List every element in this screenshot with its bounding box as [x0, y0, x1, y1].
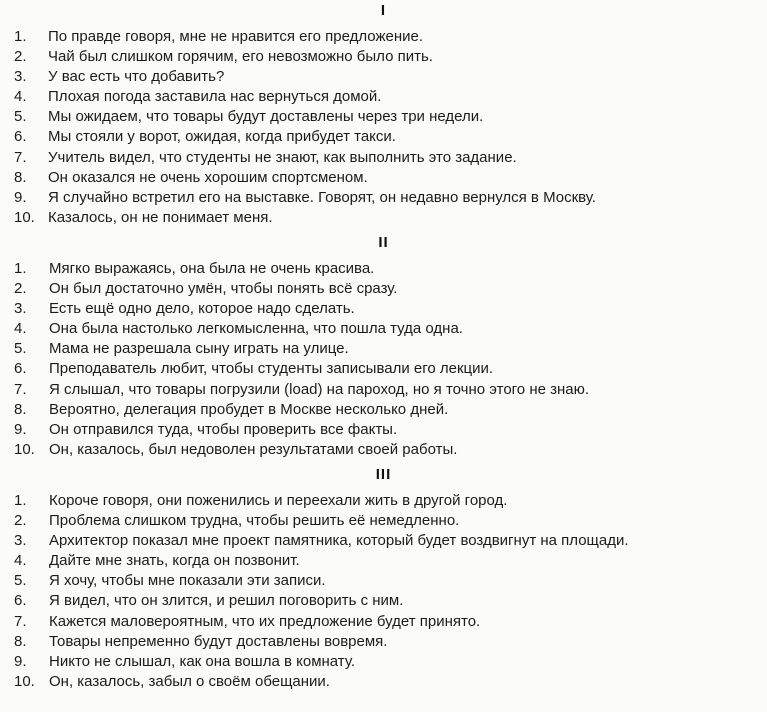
item-number: 10.: [14, 208, 35, 226]
list-item: [0, 420, 767, 440]
list-item: [0, 632, 767, 652]
item-number: 9.: [14, 420, 27, 438]
list-item: [0, 87, 767, 107]
item-text: Казалось, он не понимает меня.: [48, 208, 273, 226]
section-heading: I: [380, 2, 387, 19]
item-text: Проблема слишком трудна, чтобы решить её немедленно.: [49, 512, 460, 530]
item-text: Я видел, что он злится, и решил поговорить с ним.: [49, 592, 404, 610]
list-item: [0, 107, 767, 127]
item-text: Я хочу, чтобы мне показали эти записи.: [49, 572, 326, 590]
list-item: [0, 208, 767, 228]
sentence-list: [0, 27, 767, 228]
section-2: [0, 234, 767, 460]
item-text: Он, казалось, забыл о своём обещании.: [49, 672, 330, 690]
item-number: 3.: [14, 532, 27, 550]
item-number: 8.: [14, 168, 27, 186]
list-item: [0, 571, 767, 591]
item-text: Учитель видел, что студенты не знают, как выполнить это задание.: [48, 148, 517, 166]
list-item: [0, 339, 767, 359]
item-number: 10.: [14, 440, 35, 458]
item-text: Я слышал, что товары погрузили (load) на пароход, но я точно этого не знаю.: [49, 380, 590, 398]
list-item: [0, 319, 767, 339]
item-text: Мы стояли у ворот, ожидая, когда прибудет такси.: [48, 128, 396, 146]
item-number: 6.: [14, 592, 27, 610]
list-item: [0, 591, 767, 611]
list-item: [0, 652, 767, 672]
item-number: 1.: [14, 260, 27, 277]
list-item: [0, 47, 767, 67]
item-number: 4.: [14, 320, 27, 338]
item-number: 2.: [14, 280, 27, 298]
item-number: 3.: [14, 300, 27, 318]
list-item: [0, 188, 767, 208]
item-text: По правде говоря, мне не нравится его предложение.: [48, 28, 423, 45]
item-text: Чай был слишком горячим, его невозможно было пить.: [48, 48, 433, 66]
item-text: Преподаватель любит, чтобы студенты записывали его лекции.: [49, 360, 494, 378]
item-number: 2.: [14, 48, 27, 66]
list-item: [0, 491, 767, 511]
item-text: Мама не разрешала сыну играть на улице.: [49, 340, 349, 358]
list-item: [0, 531, 767, 551]
item-text: Мягко выражаясь, она была не очень красива.: [49, 260, 375, 277]
item-text: Архитектор показал мне проект памятника, который будет воздвигнут на площади.: [49, 532, 629, 550]
item-number: 2.: [14, 512, 27, 530]
item-text: Мы ожидаем, что товары будут доставлены через три недели.: [48, 108, 484, 126]
list-item: [0, 440, 767, 460]
list-item: [0, 168, 767, 188]
item-text: Короче говоря, они поженились и переехали жить в другой город.: [49, 492, 508, 509]
section-1: [0, 2, 767, 228]
item-text: Никто не слышал, как она вошла в комнату.: [49, 652, 356, 670]
list-item: [0, 551, 767, 571]
list-item: [0, 511, 767, 531]
list-item: [0, 67, 767, 87]
item-text: Она была настолько легкомысленна, что пошла туда одна.: [49, 320, 463, 338]
item-number: 9.: [14, 652, 27, 670]
item-number: 7.: [14, 612, 27, 630]
item-number: 1.: [14, 28, 27, 45]
list-item: [0, 299, 767, 319]
item-number: 7.: [14, 380, 27, 398]
item-text: Он отправился туда, чтобы проверить все факты.: [49, 420, 398, 438]
item-text: Он был достаточно умён, чтобы понять всё сразу.: [49, 280, 398, 298]
item-number: 6.: [14, 128, 27, 146]
item-text: Он оказался не очень хорошим спортсменом.: [48, 168, 368, 186]
item-number: 3.: [14, 68, 27, 86]
list-item: [0, 380, 767, 400]
sentence-list: [0, 259, 767, 460]
list-item: [0, 259, 767, 279]
list-item: [0, 400, 767, 420]
item-number: 5.: [14, 572, 27, 590]
list-item: [0, 612, 767, 632]
item-text: Товары непременно будут доставлены вовремя.: [49, 632, 388, 650]
item-number: 5.: [14, 340, 27, 358]
list-item: [0, 127, 767, 147]
sentence-list: [0, 491, 767, 692]
item-text: Есть ещё одно дело, которое надо сделать.: [49, 300, 355, 318]
item-number: 1.: [14, 492, 27, 509]
section-heading: II: [378, 234, 389, 251]
section-3: [0, 466, 767, 692]
list-item: [0, 148, 767, 168]
item-text: Вероятно, делегация пробудет в Москве несколько дней.: [49, 400, 449, 418]
item-number: 9.: [14, 188, 27, 206]
item-number: 8.: [14, 400, 27, 418]
item-number: 4.: [14, 552, 27, 570]
item-number: 4.: [14, 88, 27, 106]
list-item: [0, 672, 767, 692]
item-number: 7.: [14, 148, 27, 166]
item-text: У вас есть что добавить?: [48, 68, 225, 86]
item-number: 6.: [14, 360, 27, 378]
section-heading: III: [375, 466, 392, 483]
list-item: [0, 27, 767, 47]
item-text: Плохая погода заставила нас вернуться домой.: [48, 88, 382, 106]
item-text: Кажется маловероятным, что их предложение будет принято.: [49, 612, 481, 630]
item-number: 5.: [14, 108, 27, 126]
item-text: Он, казалось, был недоволен результатами своей работы.: [49, 440, 458, 458]
item-text: Дайте мне знать, когда он позвонит.: [49, 552, 300, 570]
list-item: [0, 359, 767, 379]
item-number: 10.: [14, 672, 35, 690]
item-text: Я случайно встретил его на выставке. Говорят, он недавно вернулся в Москву.: [48, 188, 596, 206]
list-item: [0, 279, 767, 299]
item-number: 8.: [14, 632, 27, 650]
